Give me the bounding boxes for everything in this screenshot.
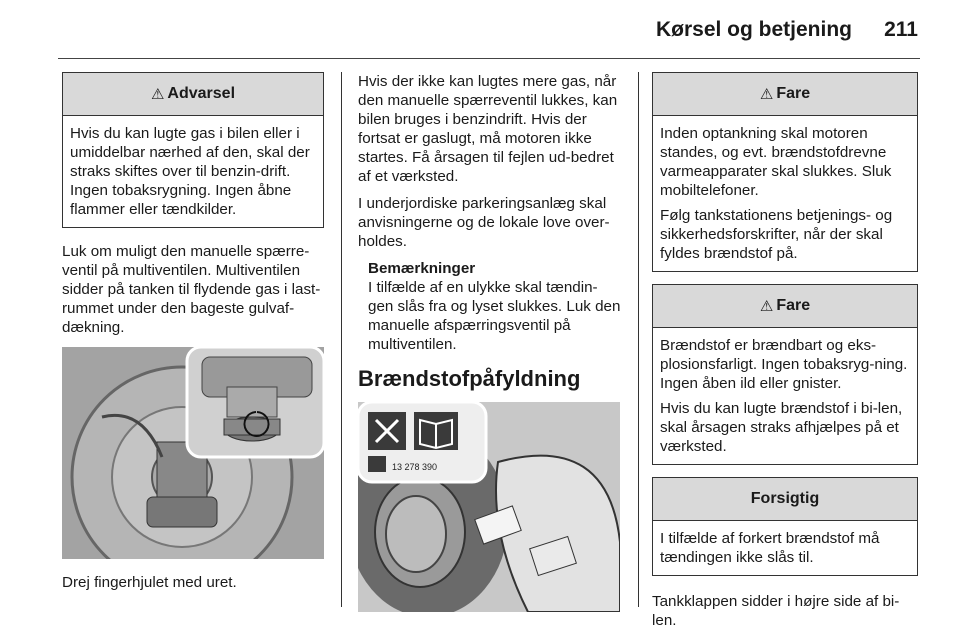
label-code: 13 278 390: [392, 462, 438, 472]
danger-body: [653, 116, 917, 271]
header-rule: [58, 58, 920, 59]
danger-body: [653, 328, 917, 464]
paragraph: Drej fingerhjulet med uret.: [62, 574, 237, 591]
paragraph: I underjordiske parkeringsanlæg skal anvisningerne og de lokale love over-holdes.: [358, 195, 610, 250]
danger-header: [653, 73, 917, 116]
note-text: I tilfælde af en ulykke skal tændin-gen slås fra og lyset slukkes. Luk den manuelle afspærringsventil på multiventilen.: [368, 279, 621, 353]
danger-text: Inden optankning skal motoren standes, og evt. brændstofdrevne varmeapparater skal slukkes. Sluk mobiltelefoner.: [660, 125, 892, 199]
warning-box: [62, 72, 324, 228]
danger-box: [652, 72, 918, 272]
page-header: [58, 18, 920, 48]
caution-text: I tilfælde af forkert brændstof må tændingen ikke slås til.: [660, 530, 880, 566]
caution-header: [653, 478, 917, 521]
warning-text: Hvis du kan lugte gas i bilen eller i umiddelbar nærhed af den, skal der straks skiftes over til benzin-drift. Ingen tobaksrygning. Ingen åbne flammer eller tændkilder.: [70, 125, 310, 218]
warning-triangle-icon: ⚠: [759, 86, 774, 103]
danger-box: [652, 284, 918, 465]
warning-body: [63, 116, 323, 227]
column-divider: [341, 72, 342, 607]
danger-text: Følg tankstationens betjenings- og sikkerhedsforskrifter, når der skal fyldes brændstof på.: [660, 207, 893, 262]
note-title: Bemærkninger: [368, 260, 476, 277]
multivalve-illustration: [62, 347, 324, 559]
warning-triangle-icon: ⚠: [759, 298, 774, 315]
danger-text: Brændstof er brændbart og eks-plosionsfarligt. Ingen tobaksryg-ning. Ingen åben ild eller gnister.: [660, 337, 908, 392]
caution-box: [652, 477, 918, 576]
paragraph: Hvis der ikke kan lugtes mere gas, når den manuelle spærreventil lukkes, kan bilen bruges i benzindrift. Hvis der fortsat er gaslugt, må motoren ikke startes. Få årsagen til fejlen ud-bedret af et værksted.: [358, 73, 618, 185]
section-title: Brændstofpåfyldning: [358, 366, 581, 391]
paragraph: Luk om muligt den manuelle spærre-ventil på multiventilen. Multiventilen sidder på tanken til flydende gas i last-rummet under den bageste gulvaf-dækning.: [62, 243, 321, 336]
page-title: Kørsel og betjening: [655, 18, 852, 41]
warning-header: [63, 73, 323, 116]
column-right: [652, 72, 918, 638]
caution-title: Forsigtig: [750, 490, 820, 507]
danger-header: [653, 285, 917, 328]
column-divider: [638, 72, 639, 607]
warning-title: Advarsel: [167, 85, 236, 102]
column-middle: [358, 72, 622, 612]
caution-body: [653, 521, 917, 575]
page-number: 211: [884, 18, 918, 41]
note-block: [368, 259, 622, 354]
warning-triangle-icon: ⚠: [150, 86, 165, 103]
danger-text: Hvis du kan lugte brændstof i bi-len, skal årsagen straks afhjælpes på et værksted.: [660, 400, 903, 455]
danger-title: Fare: [776, 85, 811, 102]
danger-title: Fare: [776, 297, 811, 314]
paragraph: Tankklappen sidder i højre side af bi-len.: [652, 593, 900, 629]
fuel-flap-illustration: [358, 402, 620, 612]
column-left: [62, 72, 324, 600]
